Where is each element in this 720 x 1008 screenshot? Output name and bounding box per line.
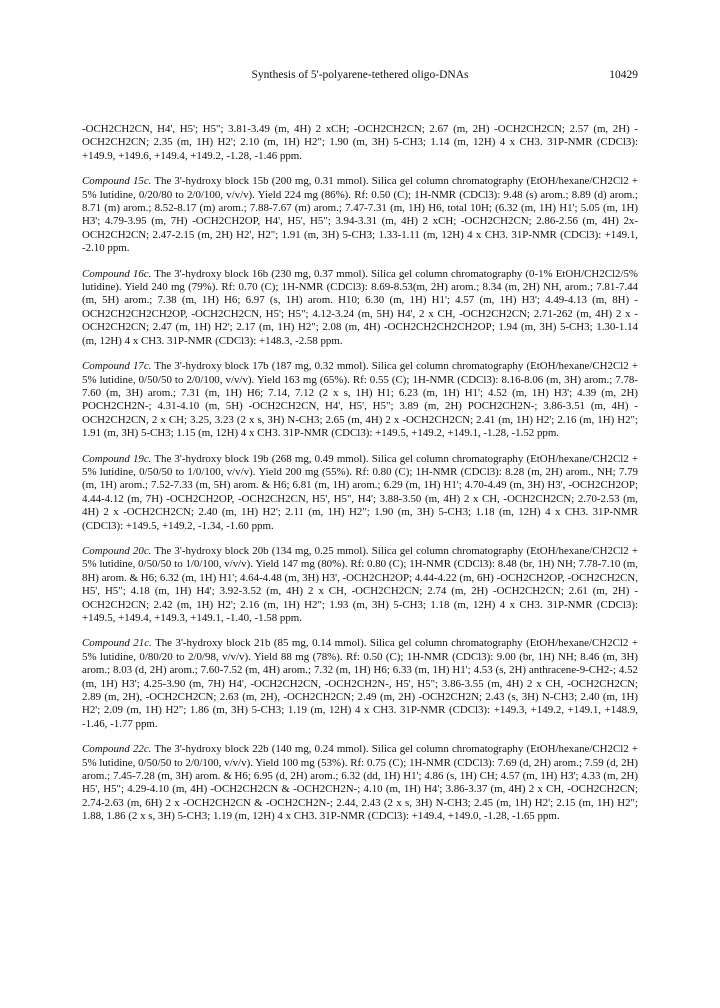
running-title: Synthesis of 5'-polyarene-tethered oligo-DNAs <box>251 69 469 81</box>
compound-16c-paragraph <box>82 268 638 348</box>
compound-label: Compound 20c. <box>82 544 152 557</box>
compound-label: Compound 17c. <box>82 360 152 373</box>
compound-19c-paragraph <box>82 453 638 533</box>
page-number: 10429 <box>609 69 638 81</box>
compound-text: The 3'-hydroxy block 17b (187 mg, 0.32 mmol). Silica gel column chromatography (EtOH/hexane/CH2Cl2 + 5% lutidine, 0/50/50 to 2/0/100, v/v/v). Yield 163 mg (65%). Rf: 0.55 (C); 1H-NMR (CDCl3): 8.16-8.06 (m, 3H) arom.; 7.78-7.60 (m, 3H) arom.; 7.31 (m, 1H) H6; 7.14, 7.12 (2 x s, 1H) H1; 6.23 (m, 1H) H1'; 4.52 (m, 1H) H3'; 4.39 (m, 2H) POCH2CH2N-; 4.31-4.10 (m, 5H) -OCH2CH2CN, H4', H5', H5"; 3.89 (m, 2H) POCH2CH2N-; 3.86-3.51 (m, 4H) -OCH2CH2CN, 2 x CH; 3.25, 3.23 (2 x s, 3H) N-CH3; 2.65 (m, 4H) 2 x -OCH2CH2CN; 2.41 (m, 1H) H2'; 2.16 (m, 1H) H2"; 1.91 (m, 3H) 5-CH3; 1.15 (m, 12H) 4 x CH3. 31P-NMR (CDCl3): +149.5, +149.2, +149.1, -1.28, -1.52 ppm. <box>82 360 638 440</box>
compound-text: The 3'-hydroxy block 15b (200 mg, 0.31 mmol). Silica gel column chromatography (EtOH/hexane/CH2Cl2 + 5% lutidine, 0/20/80 to 2/0/100, v/v/v). Yield 224 mg (86%). Rf: 0.50 (C); 1H-NMR (CDCl3): 9.48 (s) arom.; 8.89 (d) arom.; 8.71 (m) arom.; 8.52-8.17 (m) arom.; 7.88-7.67 (m) arom.; 7.47-7.31 (m, 1H) H6, total 10H; (6.32 (m, 1H) H1'; 5.05 (m, 1H) H3'; 4.79-3.95 (m, 7H) -OCH2CH2OP, H4', H5', H5"; 3.94-3.31 (m, 4H) 2 xCH; -OCH2CH2CN; 2.86-2.56 (m, 4H) 2x-OCH2CH2CN; 2.47-2.15 (m, 2H) H2', H2"; 1.91 (m, 3H) 5-CH3; 1.33-1.11 (m, 12H) 4 x CH3. 31P-NMR (CDCl3): +149.1, -2.10 ppm. <box>82 175 638 255</box>
compound-label: Compound 22c. <box>82 743 152 756</box>
compound-text: The 3'-hydroxy block 16b (230 mg, 0.37 mmol). Silica gel column chromatography (0-1% EtOH/CH2Cl2/5% lutidine). Yield 240 mg (79%). Rf: 0.70 (C); 1H-NMR (CDCl3): 8.69-8.53(m, 2H) arom.; 8.34 (m, 2H) NH, arom.; 7.81-7.44 (m, 5H) arom.; 7.38 (m, 1H) H6; 6.97 (s, 1H) arom. H10; 6.30 (m, 1H) H1'; 4.57 (m, 1H) H3'; 4.49-4.13 (m, 8H) -OCH2CH2CH2CH2OP, -OCH2CH2CN, H5'; H5"; 4.12-3.24 (m, 5H) H4', 2 x CH, -OCH2CH2CN; 2.71-262 (m, 4H) 2 x -OCH2CH2CN; 2.47 (m, 1H) H2'; 2.17 (m, 1H) H2"; 2.08 (m, 4H) -OCH2CH2CH2CH2OP; 1.94 (m, 3H) 5-CH3; 1.30-1.14 (m, 12H) 4 x CH3. 31P-NMR (CDCl3): +148.3, -2.58 ppm. <box>82 267 638 347</box>
continuation-paragraph: -OCH2CH2CN, H4', H5'; H5"; 3.81-3.49 (m, 4H) 2 xCH; -OCH2CH2CN; 2.67 (m, 2H) -OCH2CH2CN; 2.57 (m, 2H) -OCH2CH2CN; 2.35 (m, 1H) H2'; 2.10 (m, 1H) H2"; 1.90 (m, 3H) 5-CH3; 1.14 (m, 12H) 4 x CH3. 31P-NMR (CDCl3): +149.9, +149.6, +149.4, +149.2, -1.28, -1.46 ppm. <box>82 123 638 162</box>
compound-17c-paragraph <box>82 360 638 440</box>
compound-text: The 3'-hydroxy block 20b (134 mg, 0.25 mmol). Silica gel column chromatography (EtOH/hexane/CH2Cl2 + 5% lutidine, 0/50/50 to 1/0/100, v/v/v). Yield 147 mg (80%). Rf: 0.80 (C); 1H-NMR (CDCl3): 8.48 (br, 1H) NH; 7.78-7.10 (m, 8H) arom. & H6; 6.32 (m, 1H) H1'; 4.64-4.48 (m, 3H) H3', -OCH2CH2OP; 4.44-4.22 (m, 6H) -OCH2CH2OP, -OCH2CH2CN, H5', H5"; 4.18 (m, 1H) H4'; 3.92-3.52 (m, 4H) 2 x CH, -OCH2CH2CN; 2.74 (m, 2H) -OCH2CH2CN; 2.61 (m, 2H) -OCH2CH2CN; 2.42 (m, 1H) H2'; 2.16 (m, 1H) H2"; 1.93 (m, 3H) 5-CH3; 1.18 (m, 12H) 4 x CH3. 31P-NMR (CDCl3): +149.5, +149.4, +149.3, +149.1, -1.40, -1.58 ppm. <box>82 544 638 624</box>
compound-22c-paragraph <box>82 743 638 823</box>
experimental-section <box>82 123 638 824</box>
compound-text: The 3'-hydroxy block 22b (140 mg, 0.24 mmol). Silica gel column chromatography (EtOH/hexane/CH2Cl2 + 5% lutidine, 0/50/50 to 2/0/100, v/v/v). Yield 100 mg (53%). Rf: 0.75 (C); 1H-NMR (CDCl3): 7.69 (d, 2H) arom.; 7.59 (d, 2H) arom.; 7.45-7.28 (m, 3H) arom. & H6; 6.95 (d, 2H) arom.; 6.32 (dd, 1H) H1'; 4.86 (s, 1H) CH; 4.57 (m, 1H) H3'; 4.33 (m, 2H) H5', H5"; 4.29-4.10 (m, 4H) -OCH2CH2CN & -OCH2CH2N-; 4.10 (m, 1H) H4'; 3.86-3.37 (m, 4H) 2 x CH, -OCH2CH2CN; 2.74-2.63 (m, 6H) 2 x -OCH2CH2CN & -OCH2CH2N-; 2.44, 2.43 (2 x s, 3H) N-CH3; 2.45 (m, 1H) H2'; 2.15 (m, 1H) H2"; 1.88, 1.86 (2 x s, 3H) 5-CH3; 1.19 (m, 12H) 4 x CH3. 31P-NMR (CDCl3): +149.4, +149.0, -1.28, -1.65 ppm. <box>82 743 638 823</box>
compound-text: The 3'-hydroxy block 21b (85 mg, 0.14 mmol). Silica gel column chromatography (EtOH/hexane/CH2Cl2 + 5% lutidine, 0/80/20 to 2/0/98, v/v/v). Yield 88 mg (78%). Rf: 0.50 (C); 1H-NMR (CDCl3): 9.00 (br, 1H) NH; 8.46 (m, 3H) arom.; 8.03 (d, 2H) arom.; 7.60-7.52 (m, 4H) arom.; 7.32 (m, 1H) H6; 6.33 (m, 1H) H1'; 4.53 (s, 2H) anthracene-9-CH2-; 4.52 (m, 1H) H3'; 4.25-3.90 (m, 7H) H4', -OCH2CH2CN, -OCH2CH2N-, H5', H5"; 3.86-3.55 (m, 4H) 2 x CH, -OCH2CH2CN; 2.89 (m, 2H), -OCH2CH2CN; 2.63 (m, 2H), -OCH2CH2CN; 2.49 (m, 2H) -OCH2CH2N; 2.43 (s, 3H) N-CH3; 2.40 (m, 1H) H2'; 2.09 (m, 1H) H2"; 1.86 (m, 3H) 5-CH3; 1.19 (m, 12H) 4 x CH3. 31P-NMR (CDCl3): +149.3, +149.2, +149.1, +148.9, -1.46, -1.77 ppm. <box>82 637 638 730</box>
compound-21c-paragraph <box>82 637 638 731</box>
running-header <box>0 69 720 87</box>
compound-label: Compound 21c. <box>82 637 152 650</box>
compound-label: Compound 19c. <box>82 452 152 465</box>
compound-text: The 3'-hydroxy block 19b (268 mg, 0.49 mmol). Silica gel column chromatography (EtOH/hexane/CH2Cl2 + 5% lutidine, 0/50/50 to 1/0/100, v/v/v). Yield 200 mg (55%). Rf: 0.80 (C); 1H-NMR (CDCl3): 8.28 (m, 2H) arom., NH; 7.79 (m, 1H) arom.; 7.52-7.33 (m, 5H) arom. & H6; 6.81 (m, 1H) arom.; 6.29 (m, 1H) H1'; 4.70-4.49 (m, 3H) H3', -OCH2CH2OP; 4.44-4.12 (m, 7H) -OCH2CH2OP, -OCH2CH2CN, H5', H5", H4'; 3.88-3.50 (m, 4H) 2 x CH, -OCH2CH2CN; 2.70-2.53 (m, 4H) 2 x -OCH2CH2CN; 2.40 (m, 1H) H2'; 2.11 (m, 1H) H2"; 1.90 (m, 3H) 5-CH3; 1.18 (m, 12H) 4 x CH3. 31P-NMR (CDCl3): +149.5, +149.2, -1.34, -1.60 ppm. <box>82 452 638 532</box>
compound-label: Compound 15c. <box>82 175 152 188</box>
compound-20c-paragraph <box>82 545 638 625</box>
compound-15c-paragraph <box>82 175 638 255</box>
compound-label: Compound 16c. <box>82 267 152 280</box>
